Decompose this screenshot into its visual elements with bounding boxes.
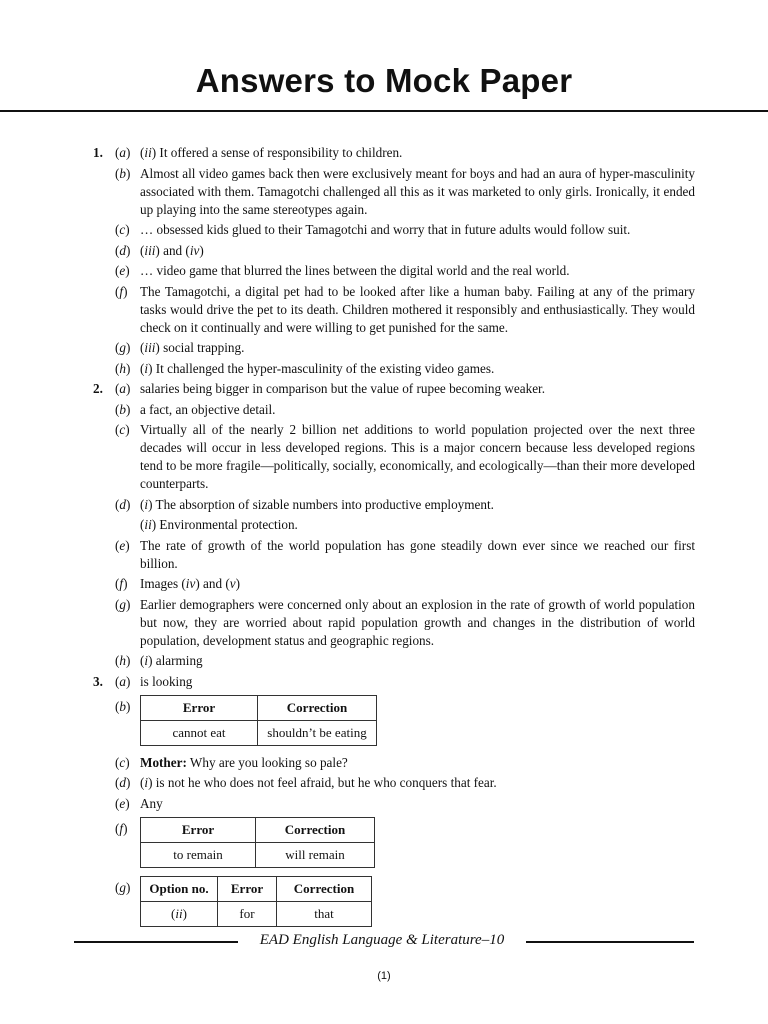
label-b: (b)	[115, 165, 131, 181]
answer-text: The Tamagotchi, a digital pet had to be looked after like a human baby. Failing at any of the primary tasks would drive the pet to its death. Children mothered it responsibly and enthusiastically. They would check on it continually and were willing to get punished for the same.	[140, 283, 695, 335]
q1-a: 1. (a) (ii) It offered a sense of responsibility to children.	[93, 145, 403, 160]
answer-text: Why are you looking so pale?	[186, 754, 348, 770]
q3-g	[0, 876, 768, 927]
table-cell: shouldn’t be eating	[258, 720, 377, 745]
label-d: (d)	[115, 775, 131, 790]
q2-d-ii: (ii) Environmental protection.	[140, 517, 298, 532]
table-cell: for	[218, 901, 277, 926]
answer-text: salaries being bigger in comparison but the value of rupee becoming weaker.	[140, 381, 546, 396]
q2-h: (h) (i) alarming	[115, 653, 203, 668]
table-header: Error	[218, 876, 277, 901]
page-footer	[0, 932, 768, 952]
footer-rule-right	[526, 941, 694, 943]
answer-text: Any	[140, 795, 163, 811]
label-g: (g)	[115, 340, 131, 355]
q1-e	[0, 262, 695, 280]
question-number-1: 1.	[93, 145, 103, 160]
q2-c	[0, 421, 695, 493]
label-f: (f)	[115, 576, 128, 591]
label-g: (g)	[115, 596, 131, 612]
q2-d: (d) (i) The absorption of sizable numbers into productive employment.	[115, 496, 494, 512]
label-c: (c)	[115, 754, 130, 770]
q3-b	[0, 695, 768, 746]
answer-text: Virtually all of the nearly 2 billion net additions to world population projected over the next three decades will occur in less developed regions. This is a major concern because less developed regions tend to be more fragile—politically, socially, economically, and ecologically—than their more developed counterparts.	[140, 422, 695, 491]
q1-f	[0, 283, 695, 337]
q2-g	[0, 596, 695, 650]
question-number-3: 3.	[93, 673, 103, 689]
q2-b	[0, 401, 695, 419]
answer-text: The rate of growth of the world population has gone steadily down ever since we reached our first billion.	[140, 537, 695, 571]
error-correction-table-b	[140, 695, 377, 746]
label-d: (d)	[115, 242, 131, 258]
label-e: (e)	[115, 795, 130, 811]
label-a: (a)	[115, 145, 131, 160]
label-b: (b)	[115, 698, 131, 714]
label-f: (f)	[115, 820, 128, 836]
answer-text: is looking	[140, 673, 193, 689]
answer-text: Almost all video games back then were exclusively meant for boys and had an aura of hyper-masculinity associated with them. Tamagotchi challenged all this as it was marketed to only girls. Ironically, it ended up playing into the same stereotypes again.	[140, 165, 695, 217]
footer-text: EAD English Language & Literature–10	[259, 932, 505, 948]
table-cell: (ii)	[141, 901, 218, 926]
answers-content	[0, 144, 768, 935]
table-cell: cannot eat	[141, 720, 258, 745]
q1-c	[0, 221, 695, 239]
answer-text: … video game that blurred the lines between the digital world and the real world.	[140, 263, 570, 278]
question-number-2: 2.	[93, 381, 103, 396]
q1-g: (g) (iii) social trapping.	[115, 340, 245, 355]
table-cell: will remain	[256, 842, 375, 867]
q1-b	[0, 165, 695, 219]
title-divider	[0, 110, 768, 112]
q2-a	[0, 380, 695, 398]
label-c: (c)	[115, 222, 130, 237]
label-a: (a)	[115, 381, 131, 396]
answer-text: Earlier demographers were concerned only about an explosion in the rate of growth of world population but now, they are worried about rapid population growth and changes in the distribution of world population, development status and geographic regions.	[140, 596, 695, 648]
page-title: Answers to Mock Paper	[195, 62, 573, 99]
error-correction-table-g	[140, 876, 372, 927]
table-header: Option no.	[141, 876, 218, 901]
label-h: (h)	[115, 360, 131, 376]
q2-f: (f) Images (iv) and (v)	[115, 576, 240, 591]
label-d: (d)	[115, 496, 131, 512]
error-correction-table-f	[140, 817, 375, 868]
footer-rule-left	[74, 941, 238, 943]
label-h: (h)	[115, 653, 131, 668]
page-number: (1)	[377, 970, 391, 982]
answer-text: a fact, an objective detail.	[140, 401, 276, 417]
table-header: Error	[141, 695, 258, 720]
speaker-label: Mother:	[140, 754, 187, 770]
table-header: Error	[141, 817, 256, 842]
table-cell: to remain	[141, 842, 256, 867]
q2-e	[0, 537, 695, 573]
q3-c	[0, 754, 695, 772]
label-g: (g)	[115, 879, 131, 895]
label-a: (a)	[115, 673, 131, 689]
q3-d: (d) (i) is not he who does not feel afraid, but he who conquers that fear.	[115, 775, 497, 790]
q1-d: (d) (iii) and (iv)	[115, 242, 204, 258]
q3-a	[0, 673, 695, 691]
table-header: Correction	[258, 695, 377, 720]
q3-e	[0, 795, 695, 813]
q3-f	[0, 817, 768, 868]
q1-h: (h) (i) It challenged the hyper-masculinity of the existing video games.	[115, 360, 495, 376]
label-e: (e)	[115, 263, 130, 278]
label-b: (b)	[115, 401, 131, 417]
table-header: Correction	[277, 876, 372, 901]
table-header: Correction	[256, 817, 375, 842]
label-f: (f)	[115, 283, 128, 299]
table-cell: that	[277, 901, 372, 926]
answer-text: … obsessed kids glued to their Tamagotchi and worry that in future adults would follow suit.	[140, 222, 631, 237]
label-c: (c)	[115, 422, 130, 437]
label-e: (e)	[115, 537, 130, 553]
